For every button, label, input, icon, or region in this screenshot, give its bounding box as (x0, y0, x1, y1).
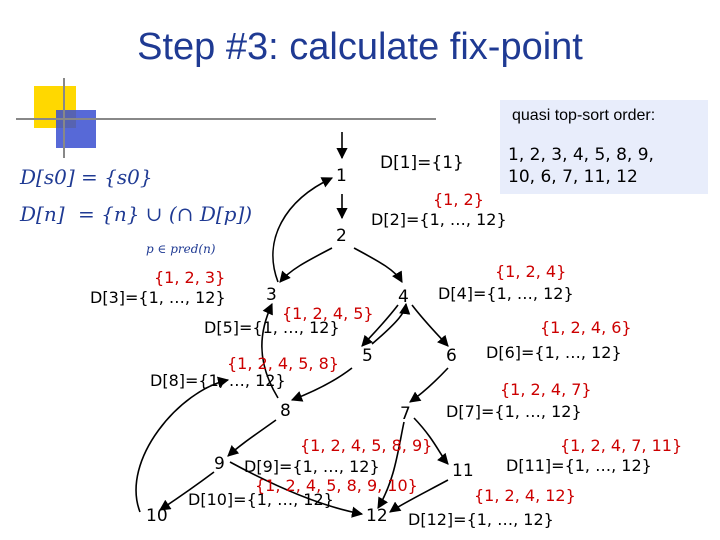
quasi-order-line-2: 10, 6, 7, 11, 12 (508, 167, 638, 187)
edge-2-4 (354, 248, 402, 282)
d11-new-value: {1, 2, 4, 7, 11} (560, 436, 683, 455)
node-3: 3 (266, 285, 277, 305)
d4-old-value: D[4]={1, …, 12} (438, 284, 574, 303)
edge-8-9 (228, 420, 276, 456)
equation-dataflow-subscript: p ∈ pred(n) (146, 242, 216, 256)
d12-new-value: {1, 2, 4, 12} (474, 486, 576, 505)
quasi-order-line-1: 1, 2, 3, 4, 5, 8, 9, (508, 145, 654, 165)
quasi-order-heading: quasi top-sort order: (512, 107, 656, 124)
d5-new-value: {1, 2, 4, 5} (282, 304, 374, 323)
d3-old-value: D[3]={1, …, 12} (90, 288, 226, 307)
d2-old-value: D[2]={1, …, 12} (371, 210, 507, 229)
d10-new-value: {1, 2, 4, 5, 8, 9, 10} (255, 476, 418, 495)
d5-old-value: D[5]={1, …, 12} (204, 318, 340, 337)
node-7: 7 (400, 404, 411, 424)
edge-7-12 (378, 422, 404, 508)
node-11: 11 (452, 461, 474, 481)
node-2: 2 (336, 226, 347, 246)
d8-new-value: {1, 2, 4, 5, 8} (227, 354, 339, 373)
d6-new-value: {1, 2, 4, 6} (540, 318, 632, 337)
d8-old-value: D[8]={1, …, 12} (150, 371, 286, 390)
node-6: 6 (446, 346, 457, 366)
d11-old-value: D[11]={1, …, 12} (506, 456, 652, 475)
d4-new-value: {1, 2, 4} (495, 262, 567, 281)
node-1: 1 (336, 166, 347, 186)
equation-dataflow-rhs: = {n} ∪ (∩ D[p]) (78, 202, 253, 226)
edge-6-7 (410, 368, 448, 402)
d1-value: D[1]={1} (380, 153, 464, 173)
d12-old-value: D[12]={1, …, 12} (408, 510, 554, 529)
node-8: 8 (280, 401, 291, 421)
d6-old-value: D[6]={1, …, 12} (486, 343, 622, 362)
edge-5-4 (372, 304, 406, 344)
equation-start: D[s0] = {s0} (20, 165, 153, 189)
edge-2-3 (280, 248, 332, 282)
edge-4-6 (412, 305, 448, 346)
d7-new-value: {1, 2, 4, 7} (500, 380, 592, 399)
d10-old-value: D[10]={1, …, 12} (188, 490, 334, 509)
d3-new-value: {1, 2, 3} (154, 268, 226, 287)
slide-title: Step #3: calculate fix-point (137, 26, 583, 68)
d9-new-value: {1, 2, 4, 5, 8, 9} (300, 436, 433, 455)
node-12: 12 (366, 506, 388, 526)
node-5: 5 (362, 346, 373, 366)
node-10: 10 (146, 506, 168, 526)
node-4: 4 (398, 287, 409, 307)
d2-new-value: {1, 2} (433, 190, 484, 209)
d9-old-value: D[9]={1, …, 12} (244, 457, 380, 476)
d7-old-value: D[7]={1, …, 12} (446, 402, 582, 421)
equation-dataflow-lhs: D[n] (20, 202, 65, 226)
node-9: 9 (214, 454, 225, 474)
edge-3-2 (273, 178, 332, 282)
